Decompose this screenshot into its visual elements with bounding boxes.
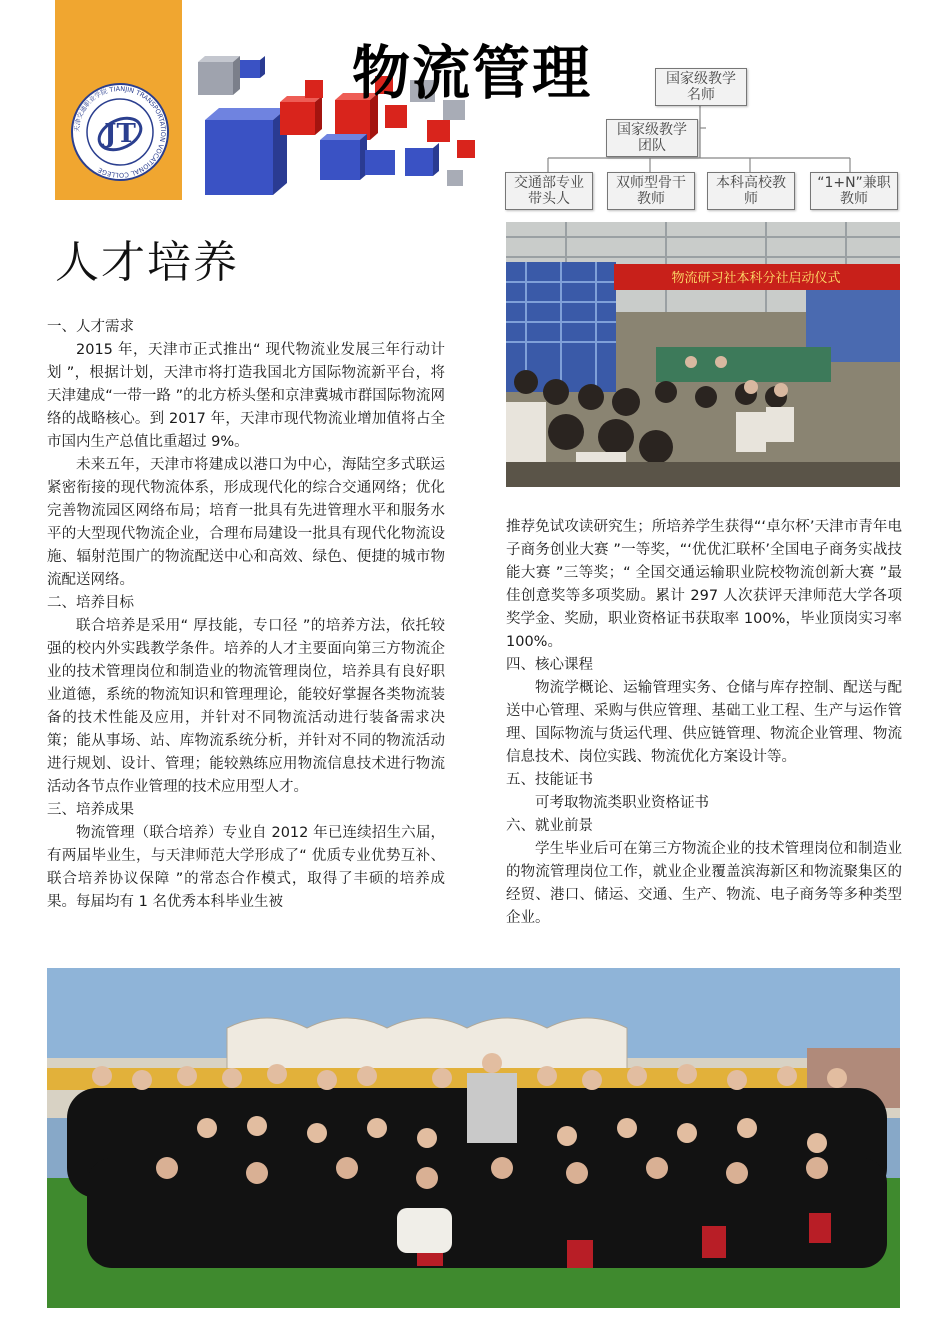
heading-talent-demand: 一、人才需求 <box>47 319 134 335</box>
heading-skill-certificates: 五、技能证书 <box>506 772 593 788</box>
heading-training-goal: 二、培养目标 <box>47 595 134 611</box>
paragraph-results-continued: 推荐免试攻读研究生；所培养学生获得“‘卓尔杯’天津市青年电子商务创业大赛 ”一等奖，“‘优优汇联杯’全国电子商务实战技能大赛 ”三等奖；“ 全国交通运输职业院校物流创新大赛 ”最佳创意奖等多项奖励。累计 297 人次获评天津师范大学各项奖学金、奖励，职业资格证书获取率 100%，毕业顶岗实习率 100%。 <box>506 519 902 650</box>
paragraph-employment: 学生毕业后可在第三方物流企业的技术管理岗位和制造业的物流管理岗位工作，就业企业覆盖滨海新区和物流聚集区的经贸、港口、储运、交通、生产、物流、电子商务等多种类型企业。 <box>506 841 902 926</box>
org-node-dual-teacher: 双师型骨干 教师 <box>607 172 695 210</box>
paragraph-skill-certificates: 可考取物流类职业资格证书 <box>535 795 709 811</box>
paragraph-core-courses: 物流学概论、运输管理实务、仓储与库存控制、配送与配送中心管理、采购与供应管理、基础工业工程、生产与运作管理、国际物流与货运代理、供应链管理、物流企业管理、物流信息技术、岗位实践、物流优化方案设计等。 <box>506 680 902 765</box>
ceremony-photo <box>506 222 900 487</box>
college-logo <box>70 82 170 182</box>
svg-text:JT: JT <box>104 119 136 149</box>
paragraph-training-results: 物流管理（联合培养）专业自 2012 年已连续招生六届，有两届毕业生，与天津师范大学形成了“ 优质专业优势互补、联合培养协议保障 ”的常态合作模式，取得了丰硕的培养成果。每届均有 1 名优秀本科毕业生被 <box>47 825 445 910</box>
org-node-national-team: 国家级教学 团队 <box>606 119 698 157</box>
heading-employment: 六、就业前景 <box>506 818 593 834</box>
heading-core-courses: 四、核心课程 <box>506 657 593 673</box>
paragraph-demand-plan: 2015 年，天津市正式推出“ 现代物流业发展三年行动计划 ”，根据计划，天津市将打造我国北方国际物流新平台，将天津建成“一带一路 ”的北方桥头堡和京津冀城市群国际物流网络的战略核心。到 2017 年，天津市现代物流业增加值将占全市国内生产总值比重超过 9%。 <box>47 342 445 450</box>
left-column <box>47 316 445 914</box>
page-title: 物流管理 <box>352 39 593 107</box>
paragraph-demand-future: 未来五年，天津市将建成以港口为中心，海陆空多式联运紧密衔接的现代物流体系，形成现代化的综合交通网络；优化完善物流园区网络布局；培育一批具有先进管理水平和服务水平的大型现代物流企业，合理布局建设一批具有现代化物流设施、辐射范围广的物流配送中心和高效、绿色、便捷的城市物流配送网络。 <box>47 457 445 588</box>
graduation-photo <box>47 968 900 1308</box>
svg-text:物流研习社本科分社启动仪式: 物流研习社本科分社启动仪式 <box>671 271 841 286</box>
svg-text:天津交通职业学院 TIANJIN TRANSPORTATIO: 天津交通职业学院 TIANJIN TRANSPORTATION VOCATIONAL COLLEGE <box>72 84 168 180</box>
org-node-national-teacher: 国家级教学 名师 <box>655 68 747 106</box>
section-title: 人才培养 <box>55 237 239 288</box>
paragraph-training-goal: 联合培养是采用“ 厚技能，专口径 ”的培养方法，依托较强的校内外实践教学条件。培养的人才主要面向第三方物流企业的技术管理岗位和制造业的物流管理岗位，培养具有良好职业道德，系统的物流知识和管理理论，能较好掌握各类物流装备的技术性能及应用，并针对不同物流活动进行装备需求决策；能从事场、站、库物流系统分析，并针对不同的物流活动进行规划、设计、管理；能较熟练应用物流信息技术进行物流活动各节点作业管理的技术应用型人才。 <box>47 618 445 795</box>
org-node-university-teacher: 本科高校教 师 <box>707 172 795 210</box>
heading-training-results: 三、培养成果 <box>47 802 134 818</box>
right-column <box>506 516 902 930</box>
org-node-ministry-leader: 交通部专业 带头人 <box>505 172 593 210</box>
org-node-parttime-teacher: “1+N”兼职 教师 <box>810 172 898 210</box>
